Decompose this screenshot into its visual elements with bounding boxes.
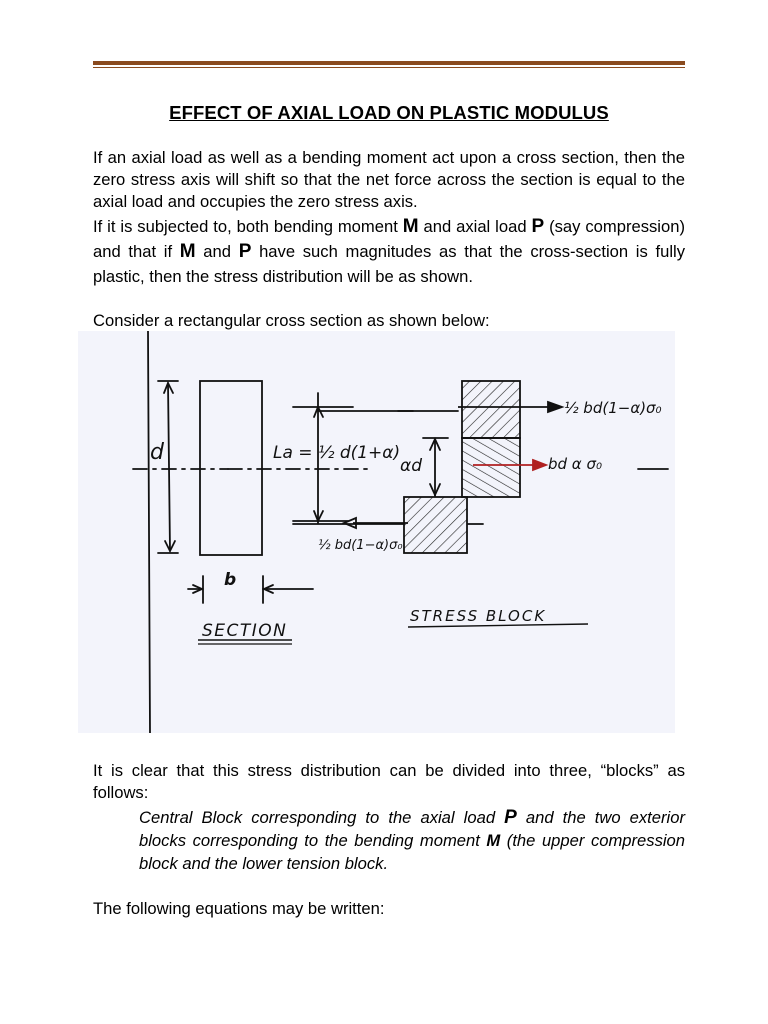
header-rule-thin [93,67,685,68]
paragraph-equations: The following equations may be written: [93,899,385,918]
text-run: (say compression) and that if [93,217,685,261]
tension-block [404,497,467,553]
label-d: d [150,440,164,465]
paragraph-consider: Consider a rectangular cross section as shown below: [93,311,490,330]
symbol-p: P [504,807,517,828]
symbol-m: M [402,216,419,237]
symbol-p: P [238,241,252,262]
quote-block-description [139,806,685,875]
caption-stress-block: STRESS BLOCK [410,607,547,625]
paragraph-intro: If an axial load as well as a bending moment act upon a cross section, then the zero stress axis will shift so that the net force across the section is equal to the axial load and occupies the zero stress axis. [93,148,685,211]
text-run: and [195,242,239,261]
label-mid-force: bd α σ₀ [548,455,602,473]
compression-block [462,381,520,438]
stress-block-figure [78,331,675,733]
symbol-m: M [486,831,501,850]
paragraph-conditions [93,214,685,289]
paragraph-blocks: It is clear that this stress distribution can be divided into three, “blocks” as follows: [93,761,685,802]
symbol-m: M [179,241,196,262]
page-title: EFFECT OF AXIAL LOAD ON PLASTIC MODULUS [169,102,609,123]
text-run: (the upper compression block and the lower tension block. [139,831,686,873]
text-run: If it is subjected to, both bending moment [93,217,403,236]
label-la: La = ½ d(1+α) [273,443,401,463]
caption-section: SECTION [202,621,288,641]
figure-drawing [78,331,675,733]
label-bottom-force: ½ bd(1−α)σ₀ [318,538,403,553]
label-b: b [224,570,237,590]
margin-line [148,331,150,733]
header-rule-thick [93,61,685,65]
section-rectangle [200,381,262,555]
text-run: have such magnitudes as that the cross-section is fully plastic, then the stress distribution will be as shown. [93,242,685,286]
text-run: and axial load [418,217,532,236]
text-run: and the two exterior blocks corresponding to the bending moment [139,808,685,850]
label-alpha-d: αd [400,456,422,476]
label-top-force: ½ bd(1−α)σ₀ [564,399,662,417]
text-run: Central Block corresponding to the axial load [139,808,505,827]
axial-block [462,438,520,497]
symbol-p: P [531,216,545,237]
